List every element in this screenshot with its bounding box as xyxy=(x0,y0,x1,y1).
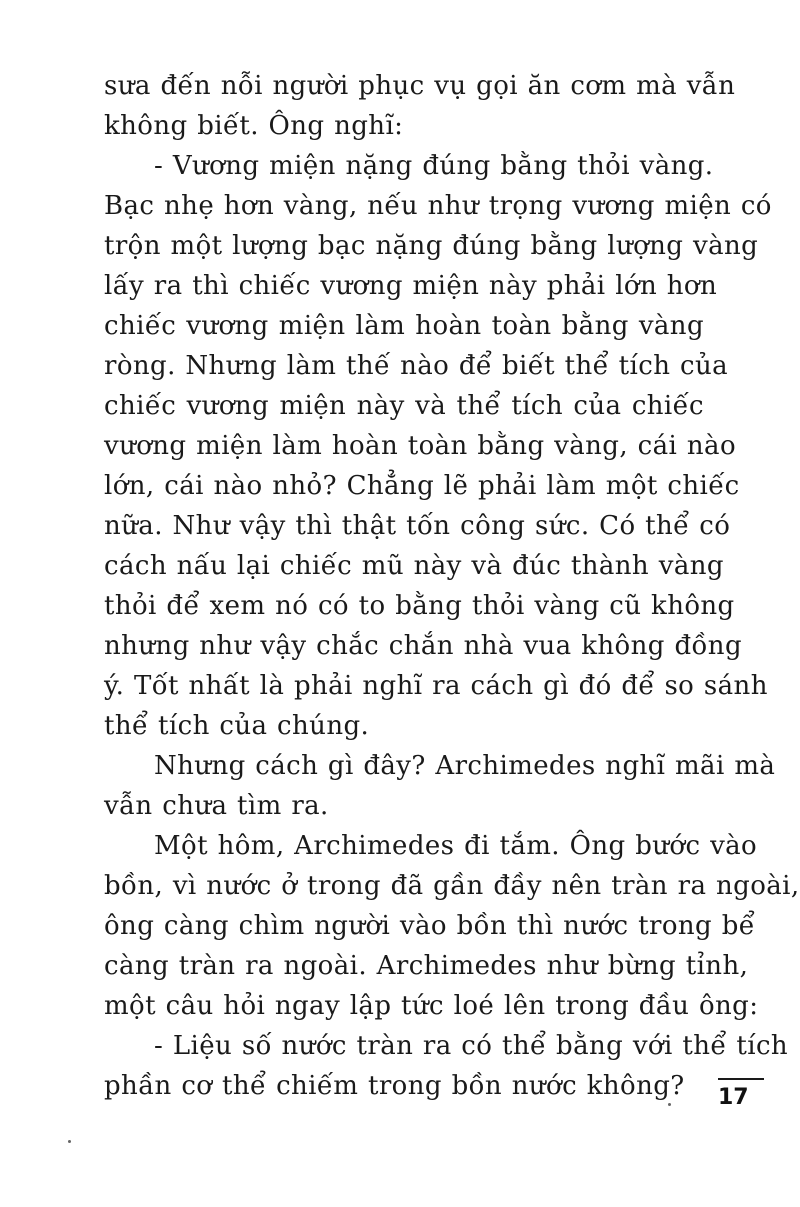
text-line: - Vương miện nặng đúng bằng thỏi vàng. xyxy=(154,151,714,181)
text-line: nhưng như vậy chắc chắn nhà vua không đồng xyxy=(104,631,742,661)
text-line: ròng. Nhưng làm thế nào để biết thể tích của xyxy=(104,351,729,381)
text-line: phần cơ thể chiếm trong bồn nước không? xyxy=(104,1071,685,1101)
text-line: không biết. Ông nghĩ: xyxy=(104,111,404,141)
text-line: lớn, cái nào nhỏ? Chẳng lẽ phải làm một chiếc xyxy=(104,471,740,501)
text-line: vương miện làm hoàn toàn bằng vàng, cái nào xyxy=(104,431,737,461)
text-line: vẫn chưa tìm ra. xyxy=(104,791,329,821)
text-line: chiếc vương miện làm hoàn toàn bằng vàng xyxy=(104,311,704,341)
text-line: càng tràn ra ngoài. Archimedes như bừng tỉnh, xyxy=(104,951,749,981)
text-line: Một hôm, Archimedes đi tắm. Ông bước vào xyxy=(154,831,758,861)
text-line: thể tích của chúng. xyxy=(104,711,370,741)
scan-speck xyxy=(68,1140,71,1143)
scan-speck xyxy=(668,1103,671,1106)
text-line: trộn một lượng bạc nặng đúng bằng lượng vàng xyxy=(104,231,759,261)
text-line: sưa đến nỗi người phục vụ gọi ăn cơm mà vẫn xyxy=(104,71,736,101)
text-line: lấy ra thì chiếc vương miện này phải lớn hơn xyxy=(104,271,718,301)
text-line: một câu hỏi ngay lập tức loé lên trong đầu ông: xyxy=(104,991,759,1021)
page-number-rule xyxy=(718,1078,764,1080)
text-line: ông càng chìm người vào bồn thì nước trong bể xyxy=(104,911,756,941)
text-line: thỏi để xem nó có to bằng thỏi vàng cũ không xyxy=(104,591,735,621)
text-line: - Liệu số nước tràn ra có thể bằng với thể tích xyxy=(154,1031,789,1061)
text-line: chiếc vương miện này và thể tích của chiếc xyxy=(104,391,704,421)
text-line: Bạc nhẹ hơn vàng, nếu như trọng vương miện có xyxy=(104,191,772,221)
text-line: ý. Tốt nhất là phải nghĩ ra cách gì đó để so sánh xyxy=(104,671,768,701)
text-line: bồn, vì nước ở trong đã gần đầy nên tràn ra ngoài, xyxy=(104,871,800,901)
text-line: cách nấu lại chiếc mũ này và đúc thành vàng xyxy=(104,551,724,581)
text-line: Nhưng cách gì đây? Archimedes nghĩ mãi mà xyxy=(154,751,776,781)
text-line: nữa. Như vậy thì thật tốn công sức. Có thể có xyxy=(104,511,731,541)
page-number: 17 xyxy=(718,1085,749,1110)
